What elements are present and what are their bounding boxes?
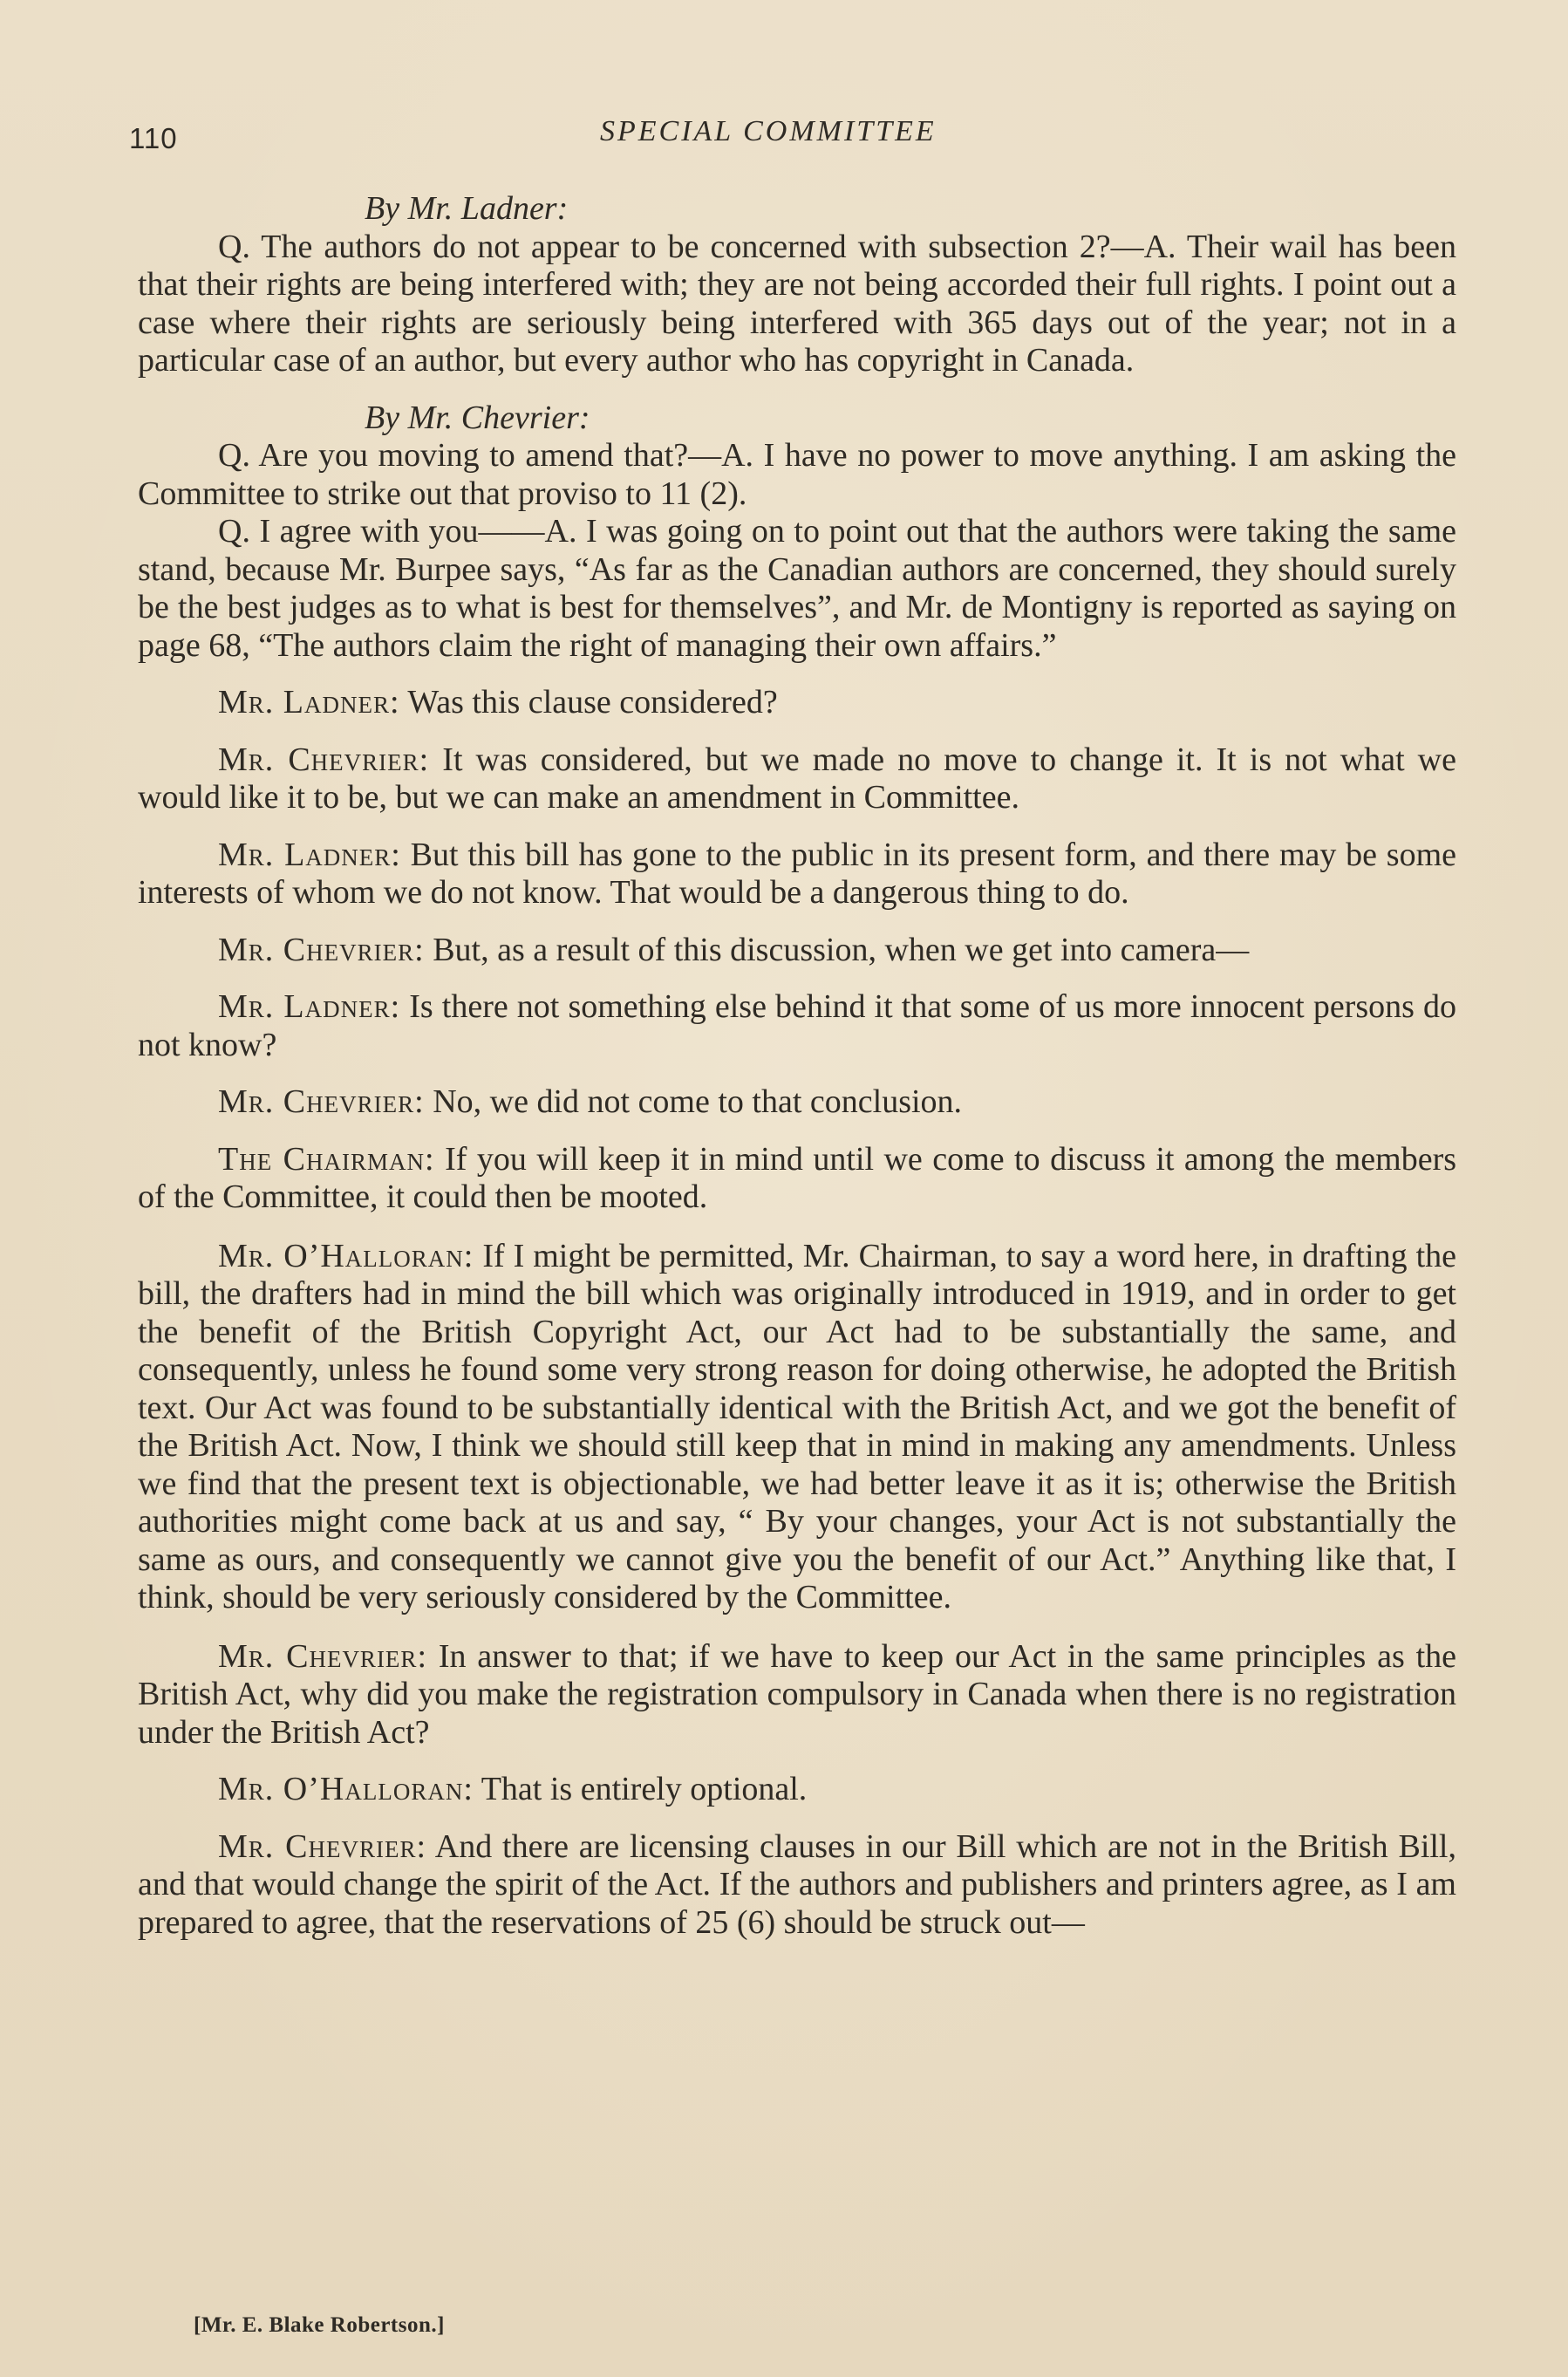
- speaker: Mr. Ladner:: [218, 836, 401, 873]
- speaker: Mr. O’Halloran:: [218, 1237, 474, 1274]
- speech: [138, 932, 1456, 970]
- speech: [138, 1771, 1456, 1809]
- speech-text: No, we did not come to that conclusion.: [433, 1083, 963, 1120]
- page-header: [129, 115, 1463, 167]
- speech-text: If I might be permitted, Mr. Chairman, to say a word here, in drafting the bill, the drafters had in mind the bill which was originally introduced in 1919, and in order to get the benefit of the British Copyright Act, our Act had to be substantially the same, and consequently, unless he found some very strong reason for doing otherwise, he adopted the British text. Our Act was found to be substantially identical with the British Act, and we got the benefit of the British Act. Now, I think we should still keep that in mind in making any amendments. Unless we find that the present text is objectionable, we had better leave it as it is; otherwise the British authorities might come back at us and say, “ By your changes, your Act is not substantially the same as ours, and consequently we cannot give you the benefit of our Act.” Anything like that, I think, should be very seriously considered by the Committee.: [138, 1237, 1456, 1615]
- speech: [138, 1828, 1456, 1943]
- speaker: Mr. Ladner:: [218, 684, 400, 721]
- question-answer: Q. The authors do not appear to be concerned with subsection 2?—A. Their wail has been that their rights are being interfered with; they are not being accorded their full rights. I point out a case where their rights are seriously being interfered with 365 days out of the year; not in a particular case of an author, but every author who has copyright in Canada.: [138, 228, 1456, 379]
- page-body: [138, 190, 1456, 1942]
- speaker: Mr. Chevrier:: [218, 931, 425, 968]
- speech: [138, 1238, 1456, 1617]
- speech: [138, 1141, 1456, 1217]
- speaker: Mr. Chevrier:: [218, 1637, 427, 1675]
- speech-text: Was this clause considered?: [407, 684, 778, 721]
- speaker: Mr. Chevrier:: [218, 1827, 427, 1865]
- speaker: Mr. Chevrier:: [218, 1083, 425, 1120]
- speech-text: It was considered, but we made no move to change it. It is not what we would like it to be, but we can make an amendment in Committee.: [138, 741, 1456, 816]
- speech: [138, 684, 1456, 722]
- speech-text: But, as a result of this discussion, when we get into camera—: [433, 931, 1250, 968]
- speech: [138, 1638, 1456, 1752]
- witness-footnote: [Mr. E. Blake Robertson.]: [194, 2313, 445, 2337]
- speech-text: In answer to that; if we have to keep our Act in the same principles as the British Act, why did you make the registration compulsory in Canada when there is no registration under the British Act?: [138, 1637, 1456, 1751]
- speech: [138, 837, 1456, 912]
- speech-text: Is there not something else behind it that some of us more innocent persons do not know?: [138, 988, 1456, 1063]
- page-number: 110: [129, 122, 178, 154]
- speech-text: But this bill has gone to the public in its present form, and there may be some interests of whom we do not know. That would be a dangerous thing to do.: [138, 836, 1457, 911]
- speaker: Mr. Ladner:: [218, 988, 401, 1025]
- speech: [138, 988, 1456, 1064]
- speech-text: If you will keep it in mind until we come to discuss it among the members of the Committee, it could then be mooted.: [138, 1140, 1457, 1215]
- speaker: Mr. Chevrier:: [218, 741, 430, 778]
- question-answer: Q. I agree with you——A. I was going on to point out that the authors were taking the same stand, because Mr. Burpee says, “As far as the Canadian authors are concerned, they should surely be the best judges as to what is best for themselves”, and Mr. de Montigny is reported as saying on page 68, “The authors claim the right of managing their own affairs.”: [138, 513, 1456, 664]
- speaker: Mr. O’Halloran:: [218, 1771, 474, 1807]
- question-answer: Q. Are you moving to amend that?—A. I have no power to move anything. I am asking the Committee to strike out that proviso to 11 (2).: [138, 437, 1456, 512]
- speech-text: That is entirely optional.: [481, 1771, 808, 1807]
- examiner-heading: By Mr. Chevrier:: [365, 399, 590, 436]
- speech-text: And there are licensing clauses in our Bill which are not in the British Bill, and that would change the spirit of the Act. If the authors and publishers and printers agree, as I am prepared to agree, that the reservations of 25 (6) should be struck out—: [138, 1827, 1456, 1941]
- speech: [138, 1083, 1456, 1122]
- running-head: SPECIAL COMMITTEE: [600, 115, 937, 147]
- speaker: The Chairman:: [218, 1140, 435, 1178]
- examiner-heading: By Mr. Ladner:: [365, 190, 569, 227]
- speech: [138, 741, 1456, 817]
